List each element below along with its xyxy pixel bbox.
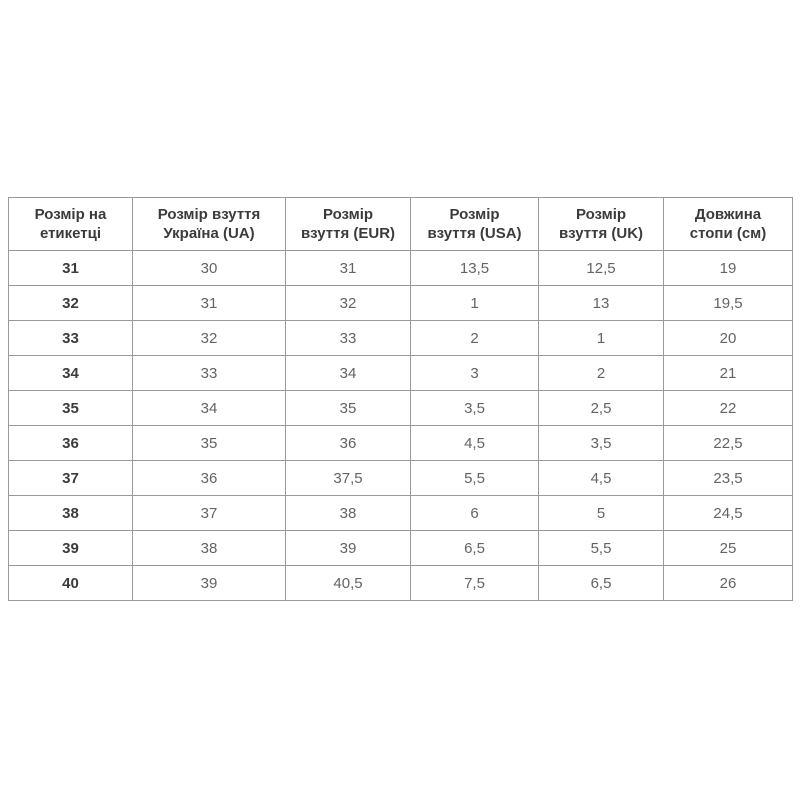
table-row xyxy=(9,426,793,461)
table-row xyxy=(9,321,793,356)
table-cell: 32 xyxy=(286,286,411,321)
table-row xyxy=(9,496,793,531)
column-header-foot-length xyxy=(664,198,793,251)
column-header-size-uk xyxy=(539,198,664,251)
row-label-cell: 40 xyxy=(9,566,133,601)
table-cell: 30 xyxy=(133,251,286,286)
table-cell: 38 xyxy=(286,496,411,531)
table-row xyxy=(9,356,793,391)
row-label-cell: 34 xyxy=(9,356,133,391)
table-cell: 34 xyxy=(133,391,286,426)
table-cell: 1 xyxy=(539,321,664,356)
table-cell: 33 xyxy=(133,356,286,391)
table-cell: 36 xyxy=(133,461,286,496)
table-cell: 31 xyxy=(133,286,286,321)
row-label-cell: 35 xyxy=(9,391,133,426)
table-cell: 24,5 xyxy=(664,496,793,531)
column-header-size-label xyxy=(9,198,133,251)
column-header-line: етикетці xyxy=(39,225,102,242)
table-cell: 2 xyxy=(411,321,539,356)
table-cell: 20 xyxy=(664,321,793,356)
table-cell: 5,5 xyxy=(411,461,539,496)
table-cell: 6,5 xyxy=(539,566,664,601)
table-cell: 34 xyxy=(286,356,411,391)
row-label-cell: 38 xyxy=(9,496,133,531)
table-cell: 3 xyxy=(411,356,539,391)
shoe-size-table xyxy=(8,197,793,601)
table-row xyxy=(9,251,793,286)
table-cell: 39 xyxy=(133,566,286,601)
table-cell: 36 xyxy=(286,426,411,461)
table-cell: 13 xyxy=(539,286,664,321)
table-cell: 5 xyxy=(539,496,664,531)
table-cell: 4,5 xyxy=(411,426,539,461)
column-header-line: Розмір xyxy=(575,206,627,223)
row-label-cell: 37 xyxy=(9,461,133,496)
table-cell: 22 xyxy=(664,391,793,426)
table-cell: 22,5 xyxy=(664,426,793,461)
table-cell: 39 xyxy=(286,531,411,566)
table-cell: 35 xyxy=(286,391,411,426)
table-cell: 31 xyxy=(286,251,411,286)
column-header-line: Розмір xyxy=(322,206,374,223)
row-label-cell: 39 xyxy=(9,531,133,566)
table-cell: 33 xyxy=(286,321,411,356)
table-cell: 19,5 xyxy=(664,286,793,321)
row-label-cell: 36 xyxy=(9,426,133,461)
table-cell: 6 xyxy=(411,496,539,531)
table-cell: 35 xyxy=(133,426,286,461)
row-label-cell: 32 xyxy=(9,286,133,321)
header-row xyxy=(9,198,793,251)
column-header-size-ua xyxy=(133,198,286,251)
column-header-line: взуття (EUR) xyxy=(300,225,396,242)
table-cell: 37,5 xyxy=(286,461,411,496)
row-label-cell: 31 xyxy=(9,251,133,286)
column-header-line: Розмір взуття xyxy=(157,206,261,223)
table-cell: 23,5 xyxy=(664,461,793,496)
table-cell: 19 xyxy=(664,251,793,286)
table-row xyxy=(9,391,793,426)
table-cell: 5,5 xyxy=(539,531,664,566)
column-header-line: Розмір на xyxy=(34,206,107,223)
table-cell: 7,5 xyxy=(411,566,539,601)
column-header-line: стопи (см) xyxy=(689,225,767,242)
table-row xyxy=(9,531,793,566)
table-cell: 3,5 xyxy=(539,426,664,461)
column-header-line: Розмір xyxy=(449,206,500,223)
table-cell: 1 xyxy=(411,286,539,321)
table-row xyxy=(9,566,793,601)
table-cell: 12,5 xyxy=(539,251,664,286)
table-cell: 3,5 xyxy=(411,391,539,426)
table-cell: 37 xyxy=(133,496,286,531)
table-cell: 38 xyxy=(133,531,286,566)
row-label-cell: 33 xyxy=(9,321,133,356)
table-cell: 26 xyxy=(664,566,793,601)
table-cell: 6,5 xyxy=(411,531,539,566)
table-cell: 2 xyxy=(539,356,664,391)
table-cell: 2,5 xyxy=(539,391,664,426)
table-row xyxy=(9,461,793,496)
column-header-size-eur xyxy=(286,198,411,251)
column-header-line: взуття (USA) xyxy=(427,225,522,242)
column-header-line: взуття (UK) xyxy=(558,225,644,242)
table-cell: 21 xyxy=(664,356,793,391)
column-header-size-usa xyxy=(411,198,539,251)
table-cell: 25 xyxy=(664,531,793,566)
table-cell: 32 xyxy=(133,321,286,356)
table-cell: 4,5 xyxy=(539,461,664,496)
column-header-line: Україна (UA) xyxy=(163,225,255,242)
column-header-line: Довжина xyxy=(694,206,762,223)
table-cell: 40,5 xyxy=(286,566,411,601)
table-cell: 13,5 xyxy=(411,251,539,286)
table-row xyxy=(9,286,793,321)
